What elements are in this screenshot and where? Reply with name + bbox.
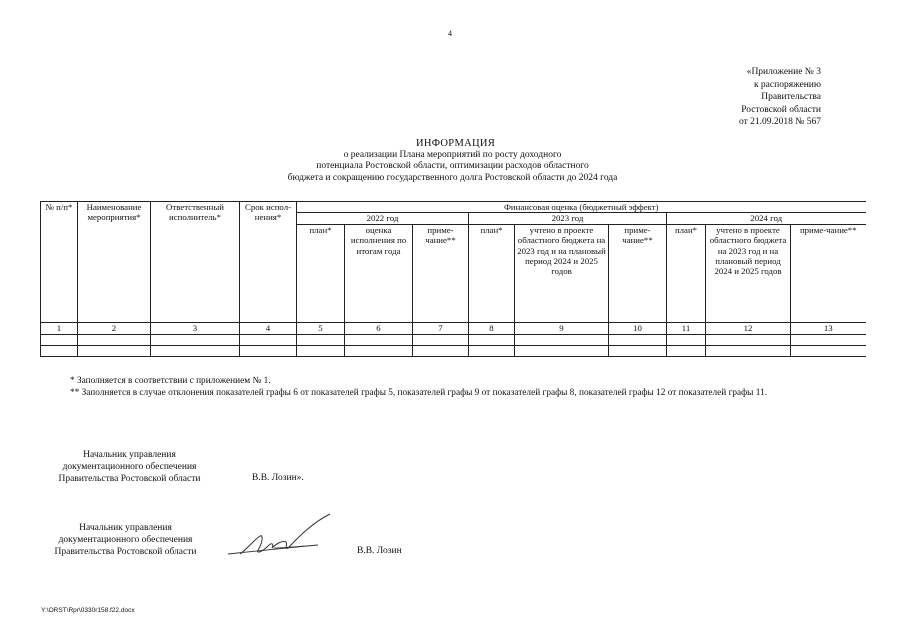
header-note-2024: приме-чание**	[791, 224, 866, 322]
column-numbers-row	[41, 322, 866, 334]
appendix-line: Правительства	[761, 92, 821, 102]
signatory-name-1: В.В. Лозин».	[252, 473, 304, 483]
header-year-2023: 2023 год	[469, 213, 667, 224]
header-year-2022: 2022 год	[297, 213, 469, 224]
appendix-line: «Приложение № 3	[746, 67, 821, 77]
file-path: Y:\ORST\Rpr\0330r158.f22.docx	[41, 607, 135, 614]
column-number: 10	[609, 322, 667, 334]
document-title	[0, 138, 905, 184]
column-number: 2	[78, 322, 151, 334]
header-estimate-2022: оценка исполнения по итогам года	[345, 224, 413, 322]
column-number: 8	[469, 322, 515, 334]
signature-title-line: документационного обеспечения	[58, 535, 193, 545]
title-line: о реализации Плана мероприятий по росту доходного	[343, 149, 562, 160]
signature-title-line: Правительства Ростовской области	[58, 474, 201, 484]
column-number: 7	[413, 322, 469, 334]
title-line: потенциала Ростовской области, оптимизации расходов областного	[316, 161, 589, 171]
column-number: 13	[791, 322, 866, 334]
table-row	[41, 334, 866, 345]
table-row	[41, 345, 866, 356]
header-name: Наименование мероприятия*	[78, 202, 151, 323]
handwritten-signature-icon	[226, 510, 336, 562]
header-accounted-2024: учтено в проекте областного бюджета на 2023 год и на плановый период 2024 и 2025 годов	[706, 224, 791, 322]
info-table	[40, 201, 866, 357]
header-financial: Финансовая оценка (бюджетный эффект)	[297, 202, 866, 213]
column-number: 11	[667, 322, 706, 334]
header-plan-2024: план*	[667, 224, 706, 322]
appendix-line: к распоряжению	[753, 79, 821, 90]
footnote: ** Заполняется в случае отклонения показателей графы 6 от показателей графы 5, показателей графы 9 от показателей графы 8, показателей графы 12 от показателей графы 11.	[70, 387, 768, 398]
signature-title-line: Начальник управления	[79, 523, 172, 533]
header-plan-2022: план*	[297, 224, 345, 322]
column-number: 12	[706, 322, 791, 334]
signature-block-2	[38, 522, 213, 558]
column-number: 9	[515, 322, 609, 334]
signature-block-1	[42, 449, 217, 485]
signatory-name-2: В.В. Лозин	[357, 546, 402, 556]
column-number: 4	[240, 322, 297, 334]
appendix-line: от 21.09.2018 № 567	[739, 117, 821, 127]
appendix-block	[739, 66, 821, 129]
header-term: Срок испол-нения*	[240, 202, 297, 323]
signature-title-line: документационного обеспечения	[62, 462, 197, 472]
appendix-line: Ростовской области	[741, 104, 821, 115]
signature-title-line: Правительства Ростовской области	[54, 547, 197, 557]
page-number: 4	[448, 29, 452, 38]
column-number: 5	[297, 322, 345, 334]
header-executor: Ответственный исполнитель*	[151, 202, 240, 323]
column-number: 6	[345, 322, 413, 334]
title-line: бюджета и сокращению государственного долга Ростовской области до 2024 года	[287, 172, 618, 183]
header-no: № п/п*	[41, 202, 78, 323]
column-number: 3	[151, 322, 240, 334]
footnote: * Заполняется в соответствии с приложением № 1.	[70, 376, 271, 386]
signature-title-line: Начальник управления	[83, 450, 176, 460]
header-note-2023: приме-чание**	[609, 224, 667, 322]
title-main: ИНФОРМАЦИЯ	[415, 138, 496, 149]
header-year-2024: 2024 год	[667, 213, 866, 224]
header-plan-2023: план*	[469, 224, 515, 322]
header-accounted-2023: учтено в проекте областного бюджета на 2023 год и на плановый период 2024 и 2025 годов	[515, 224, 609, 322]
footnotes	[40, 376, 862, 400]
column-number: 1	[41, 322, 78, 334]
header-note-2022: приме-чание**	[413, 224, 469, 322]
